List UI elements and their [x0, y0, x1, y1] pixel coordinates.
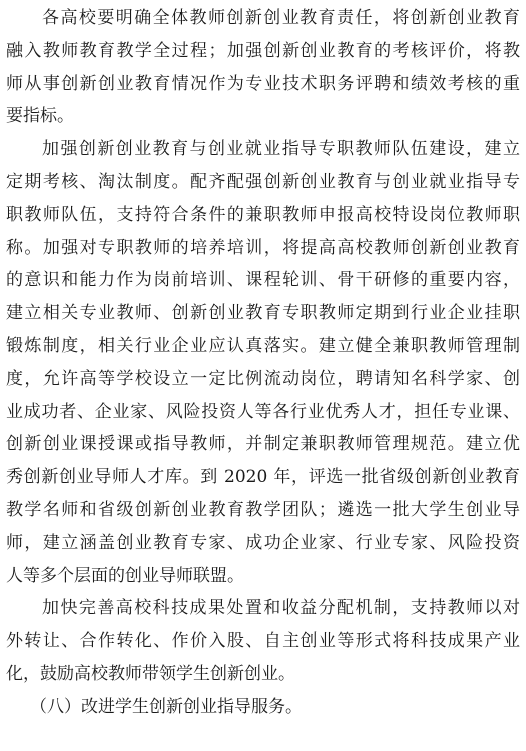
- text-line: 锻炼制度，相关行业企业应认真落实。建立健全兼职教师管理制: [6, 335, 520, 356]
- text-line: 化，鼓励高校教师带领学生创新创业。: [6, 663, 295, 684]
- text-line: 称。加强对专职教师的培养培训，将提高高校教师创新创业教育: [6, 237, 520, 258]
- paragraph-3: [6, 592, 520, 690]
- text-line: 融入教师教育教学全过程；加强创新创业教育的考核评价，将教: [6, 40, 520, 61]
- text-line: 建立相关专业教师、创新创业教育专职教师定期到行业企业挂职: [6, 303, 520, 324]
- text-line: 的意识和能力作为岗前培训、课程轮训、骨干研修的重要内容，: [6, 270, 520, 291]
- text-line: 业成功者、企业家、风险投资人等各行业优秀人才，担任专业课、: [6, 401, 520, 422]
- section-heading: （八）改进学生创新创业指导服务。: [30, 696, 302, 717]
- paragraph-2: [6, 133, 520, 592]
- text-line: 外转让、合作转化、作价入股、自主创业等形式将科技成果产业: [6, 631, 520, 652]
- text-line: 度，允许高等学校设立一定比例流动岗位，聘请知名科学家、创: [6, 368, 520, 389]
- text-line: 要指标。: [6, 106, 74, 127]
- text-line: 加快完善高校科技成果处置和收益分配机制，支持教师以对: [42, 598, 520, 619]
- text-line: 定期考核、淘汰制度。配齐配强创新创业教育与创业就业指导专: [6, 171, 520, 192]
- text-line: 师从事创新创业教育情况作为专业技术职务评聘和绩效考核的重: [6, 73, 520, 94]
- text-line: 秀创新创业导师人才库。到 2020 年，评选一批省级创新创业教育: [6, 467, 520, 488]
- text-line: 人等多个层面的创业导师联盟。: [6, 565, 244, 586]
- text-line: 创新创业课授课或指导教师，并制定兼职教师管理规范。建立优: [6, 434, 520, 455]
- text-line: 师，建立涵盖创业教育专家、成功企业家、行业专家、风险投资: [6, 532, 520, 553]
- text-line: 职教师队伍，支持符合条件的兼职教师申报高校特设岗位教师职: [6, 204, 520, 225]
- text-line: 各高校要明确全体教师创新创业教育责任，将创新创业教育: [42, 8, 520, 28]
- text-line: 加强创新创业教育与创业就业指导专职教师队伍建设，建立: [42, 139, 520, 160]
- text-line: 教学名师和省级创新创业教育教学团队；遴选一批大学生创业导: [6, 499, 520, 520]
- paragraph-1: [6, 2, 520, 133]
